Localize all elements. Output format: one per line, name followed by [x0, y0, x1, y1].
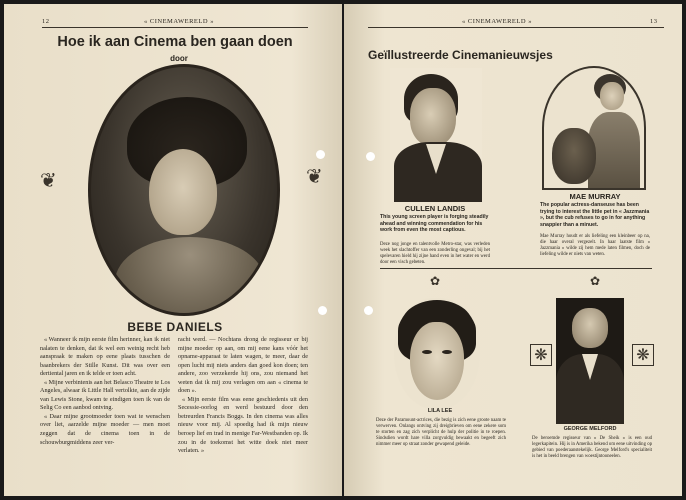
cullen-landis-photo — [390, 68, 482, 202]
header-rule — [368, 27, 664, 28]
george-melford-name: GEORGE MELFORD — [563, 426, 617, 432]
cullen-landis-english-caption: This young screen player is forging steadily ahead and winning commendation for his work from even the most captious. — [380, 214, 489, 234]
lila-lee-dutch-caption: Deze der Paramount-actrices, die bezig is zich eene groote naam te verwerven. Onlangs ontving zij dreigbrieven om eene zekere som te storten en zag zich verplicht de hulp der politie in te roepen. Sindsdien wordt hare villa zorgvuldig bewaakt en begeeft zich nimmer meer op straat zonder gewapend geleide. — [376, 418, 506, 447]
actress-name: BEBE DANIELS — [127, 320, 223, 334]
paragraph: « Daar mijne grootmoeder toen wat te wenschen over liet, aarzelde mijne moeder — men moet zeggen dat de cinema toen in de schouwburgmiddens zeer ver- — [40, 412, 170, 446]
punch-hole-icon — [366, 152, 375, 161]
paragraph: « Wanneer ik mijn eerste film herinner, kan ik niet nalaten te denken, dat ik wel een weinig recht heb aanspraak te maken op eene plaats tusschen de baanbrekers der Stille Kunst. Dit was over een dertiental jaren en ik telde er toen acht. — [40, 336, 170, 378]
right-page — [344, 4, 682, 496]
flower-tile-icon: ✿ — [589, 274, 601, 288]
mae-murray-english-caption: The popular actress-danseuse has been trying to interest the little pet in « Jazzmania », but the cub refuses to go in for anything snappier than a minuet. — [540, 202, 650, 228]
cullen-landis-dutch-caption: Deze nog jonge en talentvolle Metro-star, was verleden week het slachtoffer van een zonderling ongeval; bij het spelevaren hield hij zijne hand even in het water en werd door een visch gebeten. — [380, 242, 490, 265]
lila-lee-name: LILA LEE — [427, 408, 453, 414]
punch-hole-icon — [318, 306, 327, 315]
section-divider — [380, 268, 652, 269]
article-column-2 — [178, 336, 308, 456]
mae-murray-dutch-caption: Mae Murray houdt er als liefeling een kleinbeer op na, die haar overal vergezelt. In haar laatste film « Jazzmania » wilde zij hem mede laten filmen, doch de liefeling wilde er niets van weten. — [540, 234, 650, 257]
paragraph: racht werd. — Nochtans drong de regisseur er bij mijne moeder op aan, om mij eene kans vóór het opname-apparaat te laten wagen, te meer, daar de open lucht mij niets anders dan goed kon doen; ten andere, zoo verzekerde hij ons, zou niemand het weten dat ik mij zou verlagen om aan « cinema te doen ». — [178, 336, 308, 395]
portrait-face — [149, 149, 217, 235]
article-title: Hoe ik aan Cinema ben gaan doen — [57, 34, 293, 50]
fleur-ornament-icon: ❦ — [306, 166, 323, 188]
header-rule — [42, 27, 308, 28]
flower-tile-icon: ❋ — [632, 344, 654, 366]
punch-hole-icon — [364, 306, 373, 315]
mae-murray-photo — [542, 66, 646, 190]
lila-lee-photo — [394, 298, 480, 410]
flower-tile-icon: ❋ — [530, 344, 552, 366]
punch-hole-icon — [316, 150, 325, 159]
portrait-shoulders — [115, 237, 265, 316]
paragraph: « Mijne verbintenis aan het Belasco Theatre te Los Angeles, alwaar ik Little Hall vertolkte, aan de zijde van Lewis Stone, kwam te eindigen toen ik van de Selig Co een aanbod ontving. — [40, 378, 171, 412]
cullen-landis-name: CULLEN LANDIS — [404, 204, 466, 213]
running-header: « CINEMAWERELD » — [462, 18, 532, 25]
george-melford-photo — [556, 298, 624, 424]
article-column-1 — [40, 336, 170, 447]
left-page — [4, 4, 342, 496]
section-title: Geïllustreerde Cinemanieuwsjes — [368, 48, 553, 62]
mae-murray-name: MAE MURRAY — [569, 192, 621, 201]
fleur-ornament-icon: ❦ — [40, 170, 57, 192]
running-header: « CINEMAWERELD » — [144, 18, 214, 25]
george-melford-dutch-caption: De beroemde regisseur van « De Sheik » is een oud legerkapitein. Hij is in Amerika bekend om eene uitvinding op gebied van poederaanstekelijk. George Melford's specialiteit is het in beeld brengen van woestijntooneelen. — [532, 436, 652, 459]
paragraph: « Mijn eerste film was eene geschiedenis uit den Secessie-oorlog en werd bestuurd door den betreurden Francis Boggs. In den cinema was alles nieuw voor mij. Al spoedig had ik mijn nieuw beroep lief en trad in menige Far-Westbanden op. Ik zou in de toekomst het witte doek niet meer verlaten. » — [178, 395, 308, 455]
portrait-photo — [88, 64, 280, 316]
byline: door — [170, 54, 188, 63]
page-number: 12 — [42, 18, 50, 25]
page-number: 13 — [650, 18, 658, 25]
flower-tile-icon: ✿ — [429, 274, 441, 288]
